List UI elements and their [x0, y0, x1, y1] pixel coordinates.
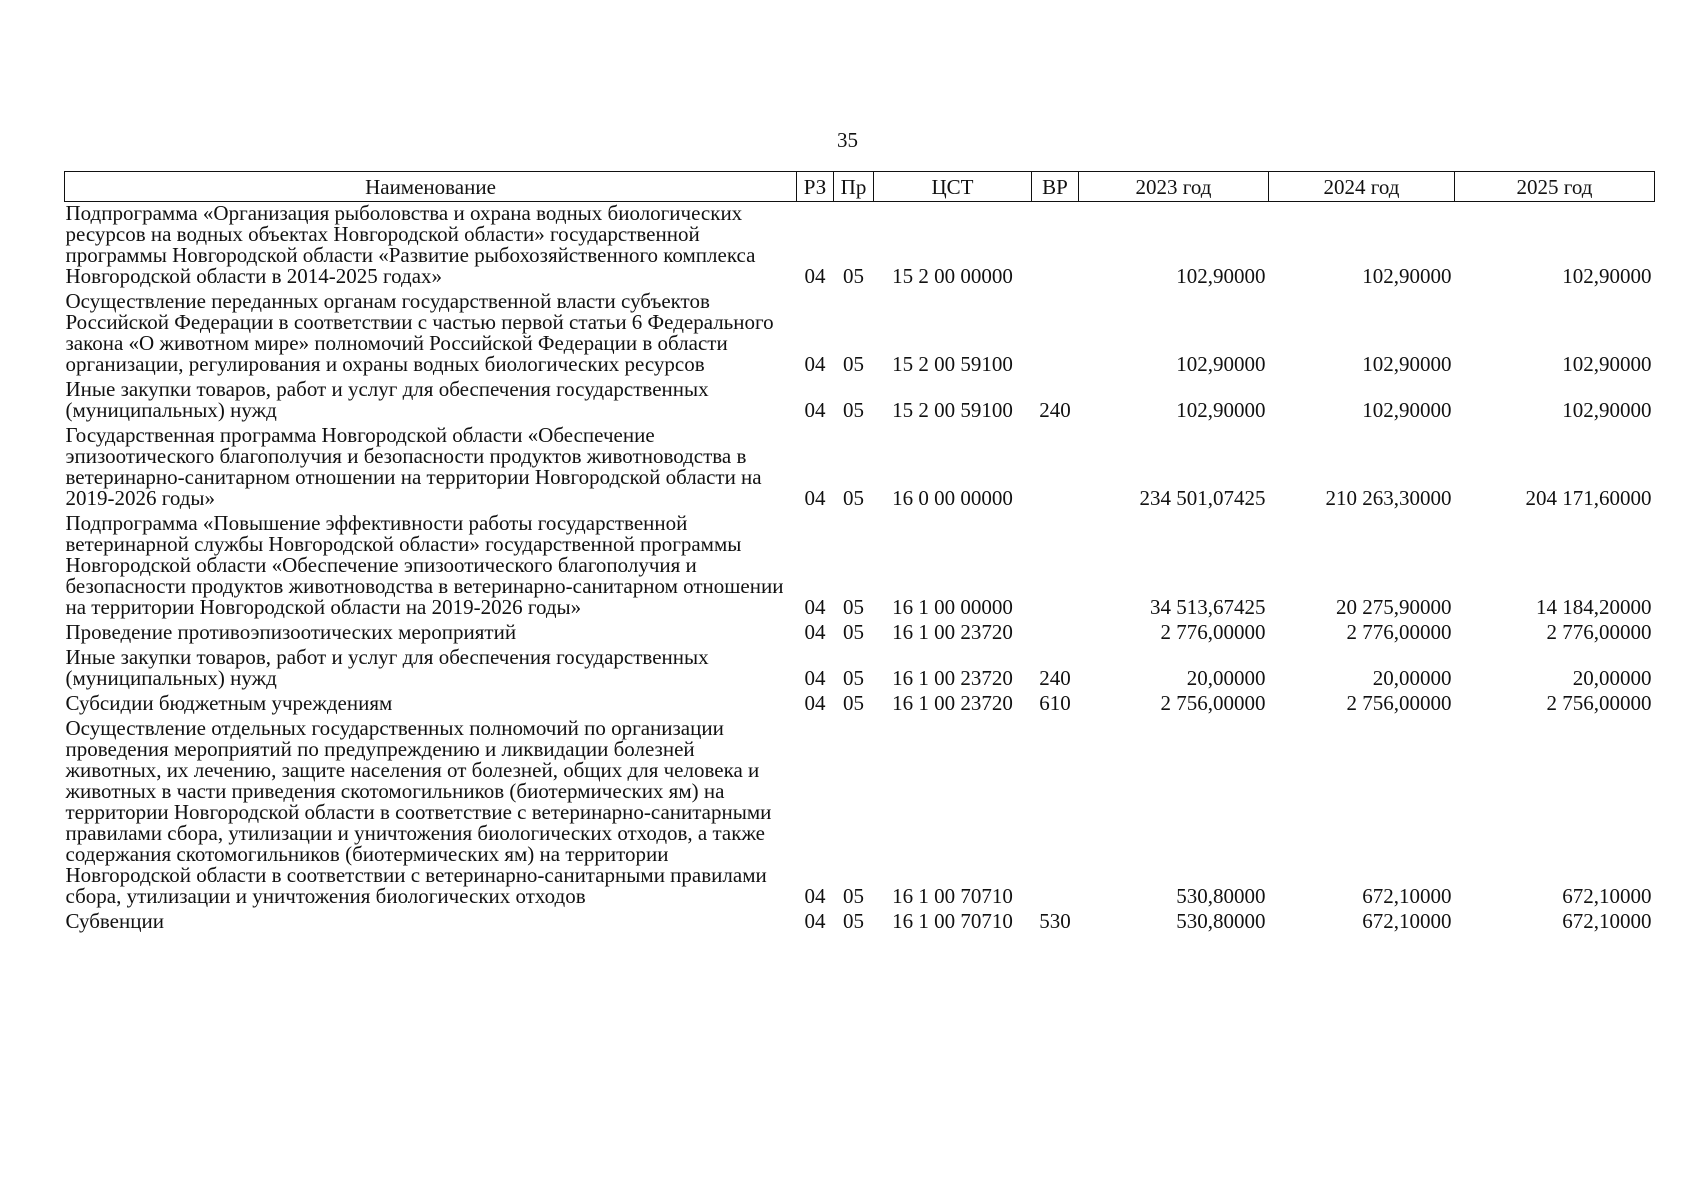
row-name: Подпрограмма «Повышение эффективности работы государственной ветеринарной службы Новгородской области» государственной программы Новгородской области «Обеспечение эпизоотического благополучия и безопасности продуктов животноводства в ветеринарно-санитарном отношении на территории Новгородской области на 2019-2026 годы» — [65, 511, 784, 619]
row-pr: 05 — [843, 264, 864, 288]
row-amount-2024: 672,10000 — [1362, 884, 1452, 908]
row-rz: 04 — [804, 486, 826, 510]
row-cst: 15 2 00 59100 — [892, 398, 1013, 422]
row-rz: 04 — [804, 398, 826, 422]
row-amount-2023: 34 513,67425 — [1150, 595, 1266, 619]
table-row — [65, 910, 1655, 935]
row-name: Осуществление отдельных государственных полномочий по организации проведения мероприятий по предупреждению и ликвидации болезней животных, их лечению, защите населения от болезней, общих для человека и животных в части приведения скотомогильников (биотермических ям) на территории Новгородской области в соответствие с ветеринарно-санитарными правилами сбора, утилизации и уничтожения биологических отходов, а также содержания скотомогильников (биотермических ям) на территории Новгородской области в соответствии с ветеринарно-санитарными правилами сбора, утилизации и уничтожения биологических отходов — [65, 716, 772, 908]
row-pr: 05 — [843, 691, 864, 715]
row-vr — [1032, 512, 1079, 621]
budget-table — [64, 171, 1655, 935]
row-amount-2024: 672,10000 — [1362, 909, 1452, 933]
row-amount-2023: 530,80000 — [1176, 909, 1266, 933]
row-amount-2024: 102,90000 — [1362, 352, 1452, 376]
row-pr: 05 — [843, 398, 864, 422]
row-cst: 16 0 00 00000 — [892, 486, 1013, 510]
row-amount-2025: 2 776,00000 — [1546, 620, 1652, 644]
row-cst: 16 1 00 70710 — [892, 884, 1013, 908]
row-name: Иные закупки товаров, работ и услуг для обеспечения государственных (муниципальных) нужд — [65, 645, 709, 690]
row-amount-2025: 672,10000 — [1562, 884, 1652, 908]
row-cst: 16 1 00 23720 — [892, 691, 1013, 715]
row-vr — [1032, 290, 1079, 378]
row-amount-2024: 102,90000 — [1362, 398, 1452, 422]
row-amount-2024: 20,00000 — [1372, 666, 1452, 690]
row-vr — [1032, 717, 1079, 910]
row-amount-2023: 102,90000 — [1176, 352, 1266, 376]
row-name: Осуществление переданных органам государственной власти субъектов Российской Федерации в соответствии с частью первой статьи 6 Федерального закона «О животном мире» полномочий Российской Федерации в области организации, регулирования и охраны водных биологических ресурсов — [65, 289, 774, 376]
row-amount-2025: 204 171,60000 — [1525, 486, 1652, 510]
row-vr: 610 — [1039, 691, 1071, 715]
row-cst: 16 1 00 23720 — [892, 620, 1013, 644]
row-rz: 04 — [804, 691, 826, 715]
row-amount-2025: 672,10000 — [1562, 909, 1652, 933]
row-amount-2024: 102,90000 — [1362, 264, 1452, 288]
row-vr — [1032, 424, 1079, 512]
header-pr: Пр — [834, 172, 874, 202]
table-row — [65, 202, 1655, 291]
row-vr: 240 — [1039, 666, 1071, 690]
row-cst: 16 1 00 70710 — [892, 909, 1013, 933]
row-rz: 04 — [804, 620, 826, 644]
row-amount-2023: 102,90000 — [1176, 264, 1266, 288]
row-vr: 240 — [1039, 398, 1071, 422]
row-pr: 05 — [843, 884, 864, 908]
row-amount-2023: 530,80000 — [1176, 884, 1266, 908]
row-pr: 05 — [843, 595, 864, 619]
row-amount-2025: 14 184,20000 — [1536, 595, 1652, 619]
table-row — [65, 290, 1655, 378]
header-row — [65, 172, 1655, 202]
row-amount-2025: 102,90000 — [1562, 398, 1652, 422]
row-pr: 05 — [843, 352, 864, 376]
row-amount-2025: 102,90000 — [1562, 352, 1652, 376]
row-pr: 05 — [843, 666, 864, 690]
row-vr — [1032, 202, 1079, 291]
row-name: Субвенции — [65, 909, 164, 933]
row-amount-2023: 2 756,00000 — [1160, 691, 1266, 715]
row-pr: 05 — [843, 909, 864, 933]
table-row — [65, 424, 1655, 512]
header-vr: ВР — [1032, 172, 1079, 202]
row-rz: 04 — [804, 352, 826, 376]
page-number: 35 — [837, 128, 858, 152]
row-amount-2025: 102,90000 — [1562, 264, 1652, 288]
header-rz: РЗ — [797, 172, 834, 202]
header-2025: 2025 год — [1455, 172, 1655, 202]
header-cst: ЦСТ — [874, 172, 1032, 202]
header-2024: 2024 год — [1269, 172, 1455, 202]
row-rz: 04 — [804, 666, 826, 690]
row-amount-2023: 102,90000 — [1176, 398, 1266, 422]
row-name: Иные закупки товаров, работ и услуг для обеспечения государственных (муниципальных) нужд — [65, 377, 709, 422]
row-amount-2024: 20 275,90000 — [1336, 595, 1452, 619]
table-header — [65, 172, 1655, 202]
row-amount-2025: 20,00000 — [1572, 666, 1652, 690]
row-amount-2024: 2 756,00000 — [1346, 691, 1452, 715]
header-name: Наименование — [65, 172, 797, 202]
row-name: Государственная программа Новгородской области «Обеспечение эпизоотического благополучия и безопасности продуктов животноводства в ветеринарно-санитарном отношении на территории Новгородской области на 2019-2026 годы» — [65, 423, 762, 510]
row-amount-2023: 2 776,00000 — [1160, 620, 1266, 644]
row-cst: 15 2 00 00000 — [892, 264, 1013, 288]
row-rz: 04 — [804, 264, 826, 288]
row-name: Субсидии бюджетным учреждениям — [65, 691, 393, 715]
row-pr: 05 — [843, 620, 864, 644]
row-vr: 530 — [1039, 909, 1071, 933]
row-rz: 04 — [804, 884, 826, 908]
table-row — [65, 378, 1655, 424]
table-body — [65, 202, 1655, 936]
row-name: Подпрограмма «Организация рыболовства и охрана водных биологических ресурсов на водных объектах Новгородской области» государственной программы Новгородской области «Развитие рыбохозяйственного комплекса Новгородской области в 2014-2025 годах» — [65, 201, 756, 288]
row-name: Проведение противоэпизоотических мероприятий — [65, 620, 517, 644]
row-pr: 05 — [843, 486, 864, 510]
table-row — [65, 646, 1655, 692]
row-amount-2024: 210 263,30000 — [1325, 486, 1452, 510]
table-row — [65, 512, 1655, 621]
row-amount-2025: 2 756,00000 — [1546, 691, 1652, 715]
table-row — [65, 692, 1655, 717]
row-amount-2024: 2 776,00000 — [1346, 620, 1452, 644]
row-rz: 04 — [804, 909, 826, 933]
row-amount-2023: 20,00000 — [1186, 666, 1266, 690]
row-cst: 16 1 00 00000 — [892, 595, 1013, 619]
header-2023: 2023 год — [1079, 172, 1269, 202]
row-vr — [1032, 621, 1079, 646]
row-rz: 04 — [804, 595, 826, 619]
row-cst: 15 2 00 59100 — [892, 352, 1013, 376]
row-cst: 16 1 00 23720 — [892, 666, 1013, 690]
table-row — [65, 717, 1655, 910]
row-amount-2023: 234 501,07425 — [1139, 486, 1266, 510]
table-row — [65, 621, 1655, 646]
